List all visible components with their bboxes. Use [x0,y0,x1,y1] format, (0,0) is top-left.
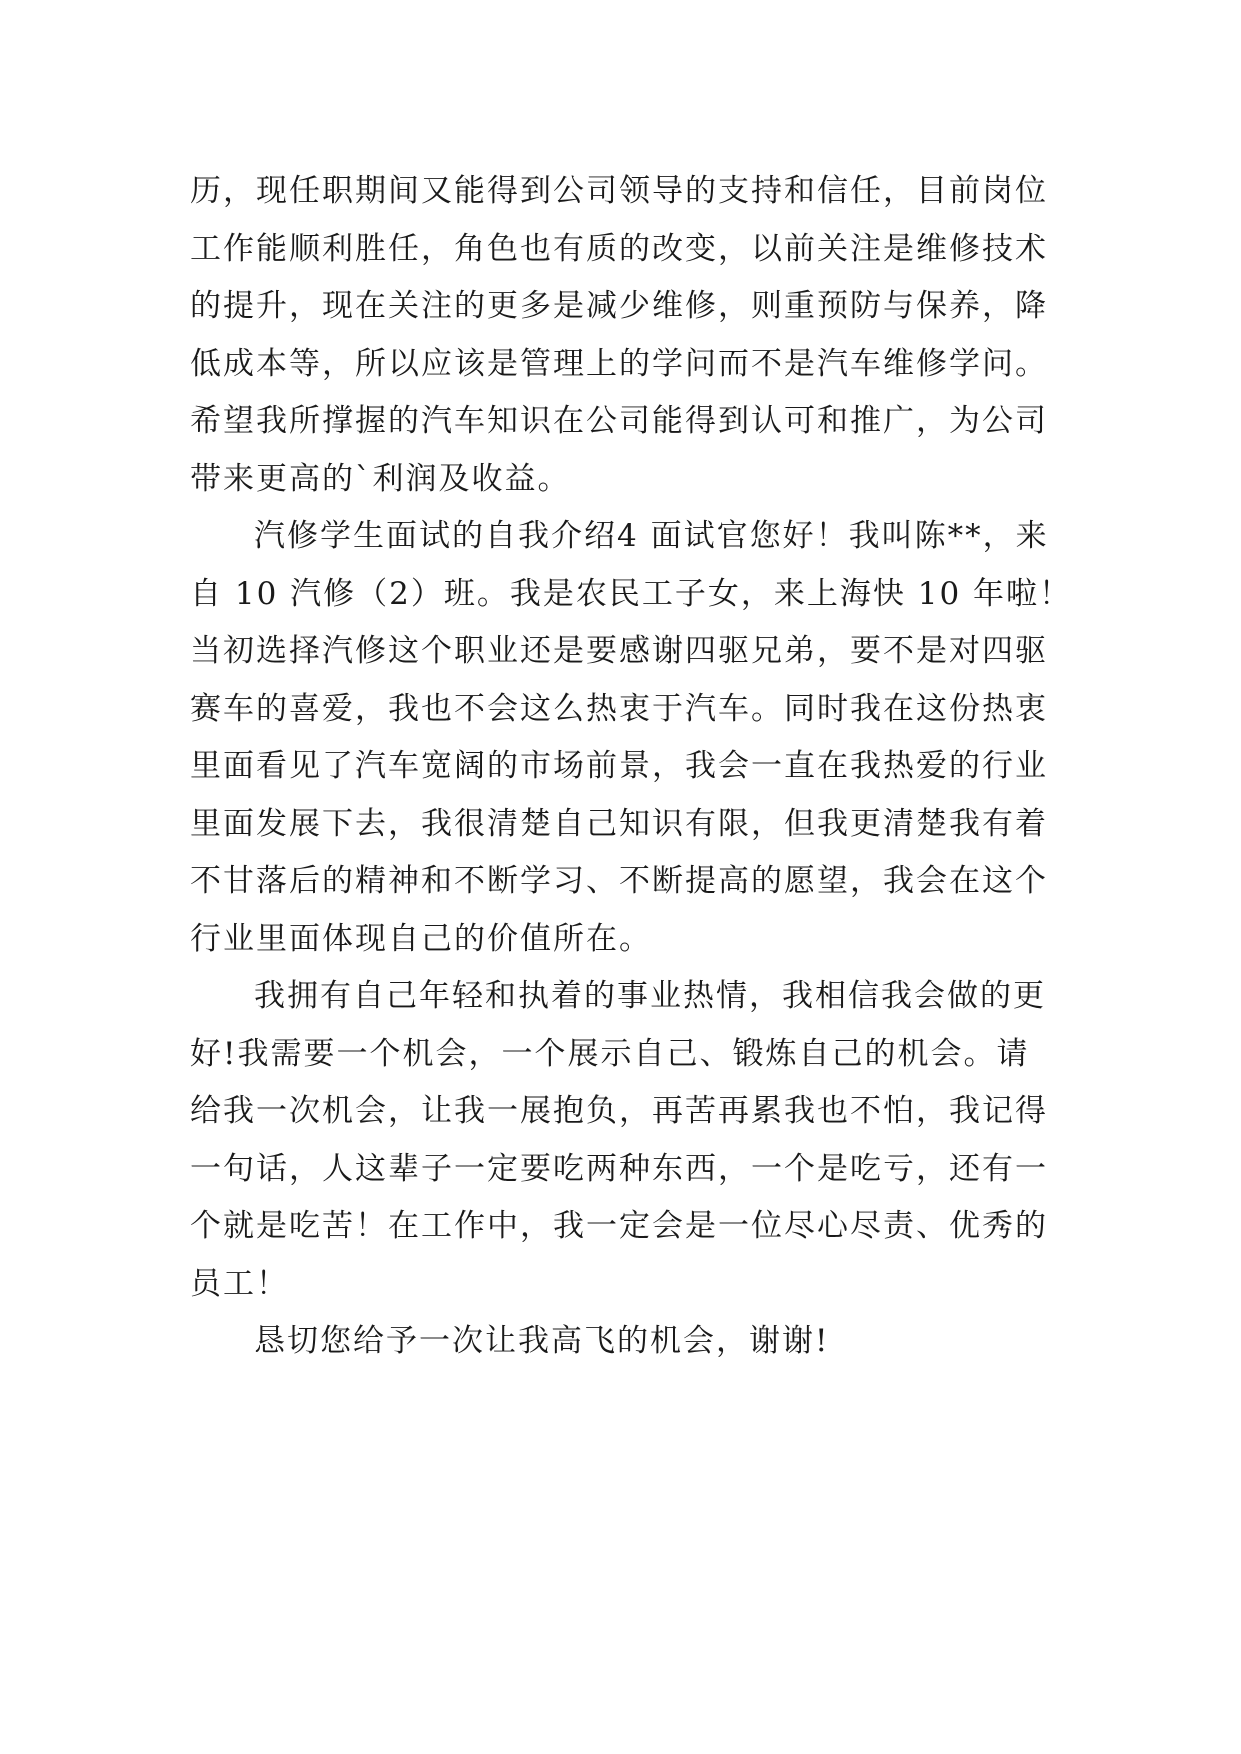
text-line: 赛车的喜爱，我也不会这么热衷于汽车。同时我在这份热衷 [190,690,1048,727]
text-line: 给我一次机会，让我一展抱负，再苦再累我也不怕，我记得 [190,1093,1048,1129]
paragraph-start-line: 恳切您给予一次让我高飞的机会，谢谢! [254,1323,830,1359]
text-line: 个就是吃苦！在工作中，我一定会是一位尽心尽责、优秀的 [190,1208,1048,1244]
text-line: 不甘落后的精神和不断学习、不断提高的愿望，我会在这个 [190,863,1048,899]
text-line: 行业里面体现自己的价值所在。 [190,920,652,957]
text-line: 里面看见了汽车宽阔的市场前景，我会一直在我热爱的行业 [190,748,1048,784]
text-line: 自 10 汽修（2）班。我是农民工子女，来上海快 10 年啦！ [190,575,1073,612]
text-line: 当初选择汽修这个职业还是要感谢四驱兄弟，要不是对四驱 [190,633,1048,669]
text-line: 里面发展下去，我很清楚自己知识有限，但我更清楚我有着 [190,805,1048,842]
text-line: 低成本等，所以应该是管理上的学问而不是汽车维修学问。 [190,345,1048,382]
text-line: 员工！ [190,1265,289,1302]
text-line: 希望我所撑握的汽车知识在公司能得到认可和推广，为公司 [190,403,1048,439]
text-line: 历，现任职期间又能得到公司领导的支持和信任，目前岗位 [190,173,1048,209]
text-line: 好!我需要一个机会，一个展示自己、锻炼自己的机会。请 [190,1035,1030,1072]
text-line: 一句话，人这辈子一定要吃两种东西，一个是吃亏，还有一 [190,1150,1048,1187]
paragraph-start-line: 我拥有自己年轻和执着的事业热情，我相信我会做的更 [254,978,1046,1014]
paragraph-start-line: 汽修学生面试的自我介绍4 面试官您好！我叫陈**，来 [254,518,1049,554]
text-line: 带来更高的`利润及收益。 [190,460,571,497]
document-body [190,163,1073,1371]
text-line: 工作能顺利胜任，角色也有质的改变，以前关注是维修技术 [190,230,1048,267]
text-line: 的提升，现在关注的更多是减少维修，则重预防与保养，降 [190,288,1048,324]
